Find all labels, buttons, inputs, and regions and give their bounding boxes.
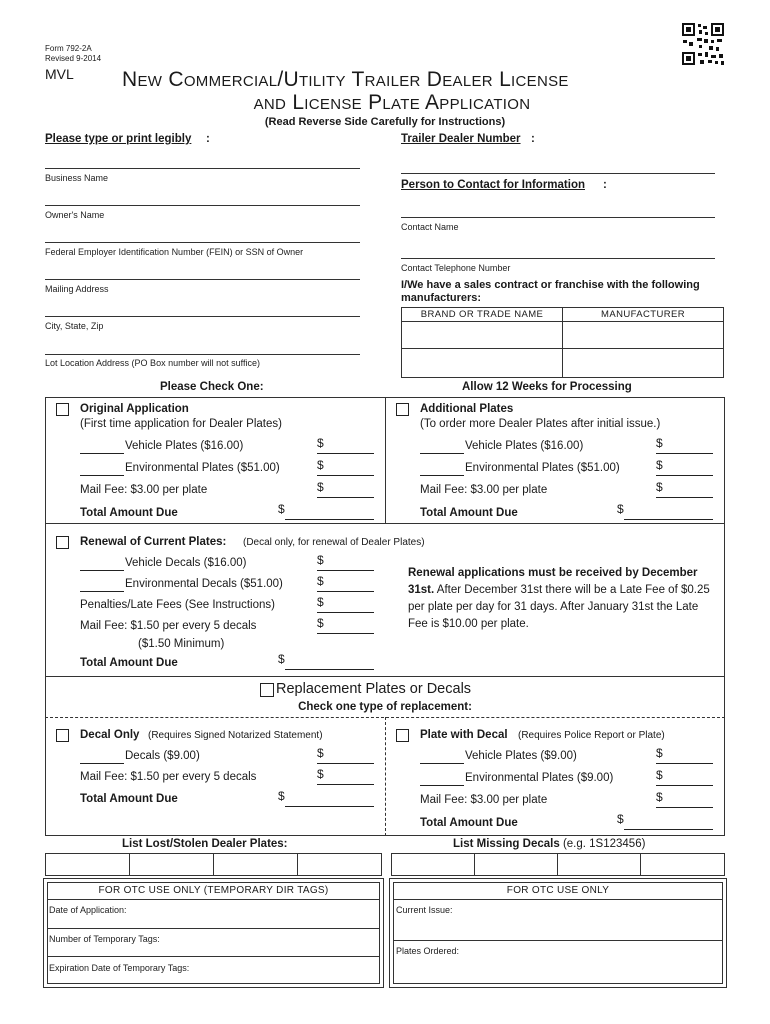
plate-decal-requirement: (Requires Police Report or Plate) xyxy=(518,730,665,741)
section-divider xyxy=(45,676,725,677)
dollar-sign: $ xyxy=(317,553,324,567)
manufacturer-column-header: MANUFACTURER xyxy=(562,307,724,322)
replacement-subtitle: Check one type of replacement: xyxy=(298,701,472,713)
original-total-label: Total Amount Due xyxy=(80,507,178,519)
manufacturer-cell[interactable] xyxy=(562,321,724,349)
plate-with-decal-checkbox[interactable] xyxy=(396,729,409,742)
additional-vehicle-qty[interactable] xyxy=(420,453,464,454)
city-state-zip-label: City, State, Zip xyxy=(45,321,104,331)
form-title-line1: New Commercial/Utility Trailer Dealer License xyxy=(122,68,569,91)
additional-subtitle: (To order more Dealer Plates after initial issue.) xyxy=(420,418,661,430)
replacement-checkbox[interactable] xyxy=(260,683,274,697)
renewal-penalties-label: Penalties/Late Fees (See Instructions) xyxy=(80,599,275,611)
lost-stolen-heading: List Lost/Stolen Dealer Plates: xyxy=(122,838,288,850)
please-check-one: Please Check One: xyxy=(160,381,264,393)
renewal-title: Renewal of Current Plates: xyxy=(80,536,227,548)
renewal-deadline-rest: After December 31st there will be a Late Fee of $0.25 per plate per day for 31 days. After January 31st the Late Fee is $10.00 per plate. xyxy=(408,584,710,630)
dollar-sign: $ xyxy=(656,436,663,450)
otc-plates-box xyxy=(393,882,723,984)
dollar-sign: $ xyxy=(317,595,324,609)
dollar-sign: $ xyxy=(317,574,324,588)
date-of-application-label: Date of Application: xyxy=(49,905,127,915)
additional-env-qty[interactable] xyxy=(420,475,464,476)
renewal-env-qty[interactable] xyxy=(80,591,124,592)
form-title-line2: and License Plate Application xyxy=(253,91,531,114)
original-vehicle-amount[interactable] xyxy=(317,453,374,454)
plate-decal-vehicle-qty[interactable] xyxy=(420,763,464,764)
contact-name-line[interactable] xyxy=(401,217,715,218)
section-divider xyxy=(385,397,386,524)
dealer-number-heading: Trailer Dealer Number xyxy=(401,133,521,145)
renewal-vehicle-label: Vehicle Decals ($16.00) xyxy=(125,557,247,569)
plate-decal-env-label: Environmental Plates ($9.00) xyxy=(465,772,614,784)
renewal-penalties-amount[interactable] xyxy=(317,612,374,613)
contact-phone-line[interactable] xyxy=(401,258,715,259)
plate-decal-title: Plate with Decal xyxy=(420,729,508,741)
business-name-line[interactable] xyxy=(45,168,360,169)
lot-location-line[interactable] xyxy=(45,354,360,355)
decal-only-total-amount[interactable] xyxy=(285,806,374,807)
contact-heading: Person to Contact for Information xyxy=(401,179,585,191)
city-state-zip-line[interactable] xyxy=(45,316,360,317)
original-env-amount[interactable] xyxy=(317,475,374,476)
plate-decal-vehicle-label: Vehicle Plates ($9.00) xyxy=(465,750,577,762)
otc-temp-tags-title: FOR OTC USE ONLY (TEMPORARY DIR TAGS) xyxy=(98,885,329,896)
dollar-sign: $ xyxy=(317,746,324,760)
business-name-label: Business Name xyxy=(45,173,109,183)
brand-cell[interactable] xyxy=(401,321,563,349)
section-divider xyxy=(45,523,725,524)
renewal-vehicle-qty[interactable] xyxy=(80,570,124,571)
section-divider xyxy=(385,717,386,836)
renewal-vehicle-amount[interactable] xyxy=(317,570,374,571)
plate-decal-total-amount[interactable] xyxy=(624,829,713,830)
missing-decal-cell[interactable] xyxy=(557,853,641,876)
renewal-deadline-bold: Renewal applications must be received by December 31st. xyxy=(408,567,698,596)
dollar-sign: $ xyxy=(656,790,663,804)
additional-title: Additional Plates xyxy=(420,403,514,415)
plate-decal-env-qty[interactable] xyxy=(420,785,464,786)
original-mail-amount[interactable] xyxy=(317,497,374,498)
additional-vehicle-label: Vehicle Plates ($16.00) xyxy=(465,440,584,452)
dollar-sign: $ xyxy=(317,480,324,494)
decal-only-decals-amount[interactable] xyxy=(317,763,374,764)
otc-plates-title: FOR OTC USE ONLY xyxy=(506,885,610,896)
plate-decal-mail-amount[interactable] xyxy=(656,807,713,808)
decal-only-decals-label: Decals ($9.00) xyxy=(125,750,200,762)
additional-total-label: Total Amount Due xyxy=(420,507,518,519)
lost-plate-cell[interactable] xyxy=(213,853,298,876)
missing-decals-label: List Missing Decals xyxy=(453,838,560,850)
number-temp-tags-label: Number of Temporary Tags: xyxy=(49,934,160,944)
dollar-sign: $ xyxy=(317,436,324,450)
dollar-sign: $ xyxy=(278,652,285,666)
decal-only-total-label: Total Amount Due xyxy=(80,793,178,805)
dollar-sign: $ xyxy=(278,789,285,803)
dealer-number-colon: : xyxy=(531,133,535,145)
original-total-amount[interactable] xyxy=(285,519,374,520)
otc-divider xyxy=(47,899,380,900)
qr-code xyxy=(681,22,725,66)
original-env-qty[interactable] xyxy=(80,475,124,476)
renewal-checkbox[interactable] xyxy=(56,536,69,549)
dollar-sign: $ xyxy=(617,812,624,826)
missing-decal-cell[interactable] xyxy=(474,853,558,876)
renewal-minimum: ($1.50 Minimum) xyxy=(138,638,225,650)
dollar-sign: $ xyxy=(656,746,663,760)
dollar-sign: $ xyxy=(656,480,663,494)
additional-plates-checkbox[interactable] xyxy=(396,403,409,416)
renewal-subtitle: (Decal only, for renewal of Dealer Plates) xyxy=(243,537,425,548)
original-vehicle-label: Vehicle Plates ($16.00) xyxy=(125,440,244,452)
franchise-text: I/We have a sales contract or franchise with the following manufacturers: xyxy=(401,279,700,304)
original-env-label: Environmental Plates ($51.00) xyxy=(125,462,280,474)
additional-mail-fee: Mail Fee: $3.00 per plate xyxy=(420,484,548,496)
owner-name-label: Owner's Name xyxy=(45,210,105,220)
type-legibly-heading: Please type or print legibly xyxy=(45,133,192,145)
decal-only-mail-fee: Mail Fee: $1.50 per every 5 decals xyxy=(80,771,257,783)
form-number: Form 792-2A xyxy=(45,44,92,53)
decal-only-checkbox[interactable] xyxy=(56,729,69,742)
dollar-sign: $ xyxy=(317,767,324,781)
renewal-deadline-note xyxy=(408,565,718,633)
plate-decal-mail-fee: Mail Fee: $3.00 per plate xyxy=(420,794,548,806)
owner-name-line[interactable] xyxy=(45,205,360,206)
dollar-sign: $ xyxy=(656,458,663,472)
decal-only-mail-amount[interactable] xyxy=(317,784,374,785)
dollar-sign: $ xyxy=(656,768,663,782)
brand-column-header: BRAND OR TRADE NAME xyxy=(401,307,563,322)
otc-divider xyxy=(47,928,380,929)
type-legibly-colon: : xyxy=(206,133,210,145)
original-mail-fee: Mail Fee: $3.00 per plate xyxy=(80,484,208,496)
form-subtitle: (Read Reverse Side Carefully for Instructions) xyxy=(264,116,506,128)
dollar-sign: $ xyxy=(617,502,624,516)
plates-ordered-label: Plates Ordered: xyxy=(396,946,460,956)
mailing-address-label: Mailing Address xyxy=(45,284,109,294)
otc-divider xyxy=(393,940,723,941)
dollar-sign: $ xyxy=(317,616,324,630)
plate-decal-vehicle-amount[interactable] xyxy=(656,763,713,764)
missing-decals-heading xyxy=(453,838,645,850)
renewal-total-amount[interactable] xyxy=(285,669,374,670)
original-subtitle: (First time application for Dealer Plates) xyxy=(80,418,282,430)
mailing-address-line[interactable] xyxy=(45,279,360,280)
contact-phone-label: Contact Telephone Number xyxy=(401,263,511,273)
renewal-env-label: Environmental Decals ($51.00) xyxy=(125,578,283,590)
contact-name-label: Contact Name xyxy=(401,222,459,232)
fein-line[interactable] xyxy=(45,242,360,243)
allow-weeks-note: Allow 12 Weeks for Processing xyxy=(462,381,632,393)
additional-env-amount[interactable] xyxy=(656,475,713,476)
decal-only-title: Decal Only xyxy=(80,729,140,741)
revised-date: Revised 9-2014 xyxy=(45,54,102,63)
lost-plate-cell[interactable] xyxy=(297,853,382,876)
original-application-checkbox[interactable] xyxy=(56,403,69,416)
fein-label: Federal Employer Identification Number (FEIN) or SSN of Owner xyxy=(45,247,304,257)
lot-location-label: Lot Location Address (PO Box number will not suffice) xyxy=(45,358,260,368)
expiration-temp-tags-label: Expiration Date of Temporary Tags: xyxy=(49,963,190,973)
decal-only-qty[interactable] xyxy=(80,763,124,764)
dollar-sign: $ xyxy=(317,458,324,472)
plate-decal-total-label: Total Amount Due xyxy=(420,817,518,829)
manufacturer-cell[interactable] xyxy=(562,348,724,378)
dollar-sign: $ xyxy=(278,502,285,516)
brand-cell[interactable] xyxy=(401,348,563,378)
lost-plate-cell[interactable] xyxy=(129,853,214,876)
original-vehicle-qty[interactable] xyxy=(80,453,124,454)
renewal-env-amount[interactable] xyxy=(317,591,374,592)
additional-env-label: Environmental Plates ($51.00) xyxy=(465,462,620,474)
original-title: Original Application xyxy=(80,403,189,415)
decal-only-requirement: (Requires Signed Notarized Statement) xyxy=(148,730,323,741)
otc-divider xyxy=(47,956,380,957)
lost-plate-cell[interactable] xyxy=(45,853,130,876)
renewal-mail-fee: Mail Fee: $1.50 per every 5 decals xyxy=(80,620,257,632)
missing-decals-example: (e.g. 1S123456) xyxy=(562,838,646,850)
agency-code: MVL xyxy=(45,66,74,82)
missing-decal-cell[interactable] xyxy=(640,853,725,876)
renewal-total-label: Total Amount Due xyxy=(80,657,178,669)
additional-total-amount[interactable] xyxy=(624,519,713,520)
renewal-mail-amount[interactable] xyxy=(317,633,374,634)
missing-decal-cell[interactable] xyxy=(391,853,475,876)
contact-heading-colon: : xyxy=(603,179,607,191)
dealer-number-line[interactable] xyxy=(401,173,715,174)
otc-divider xyxy=(393,899,723,900)
plate-decal-env-amount[interactable] xyxy=(656,785,713,786)
replacement-title: Replacement Plates or Decals xyxy=(276,681,472,697)
additional-mail-amount[interactable] xyxy=(656,497,713,498)
additional-vehicle-amount[interactable] xyxy=(656,453,713,454)
current-issue-label: Current Issue: xyxy=(396,905,453,915)
